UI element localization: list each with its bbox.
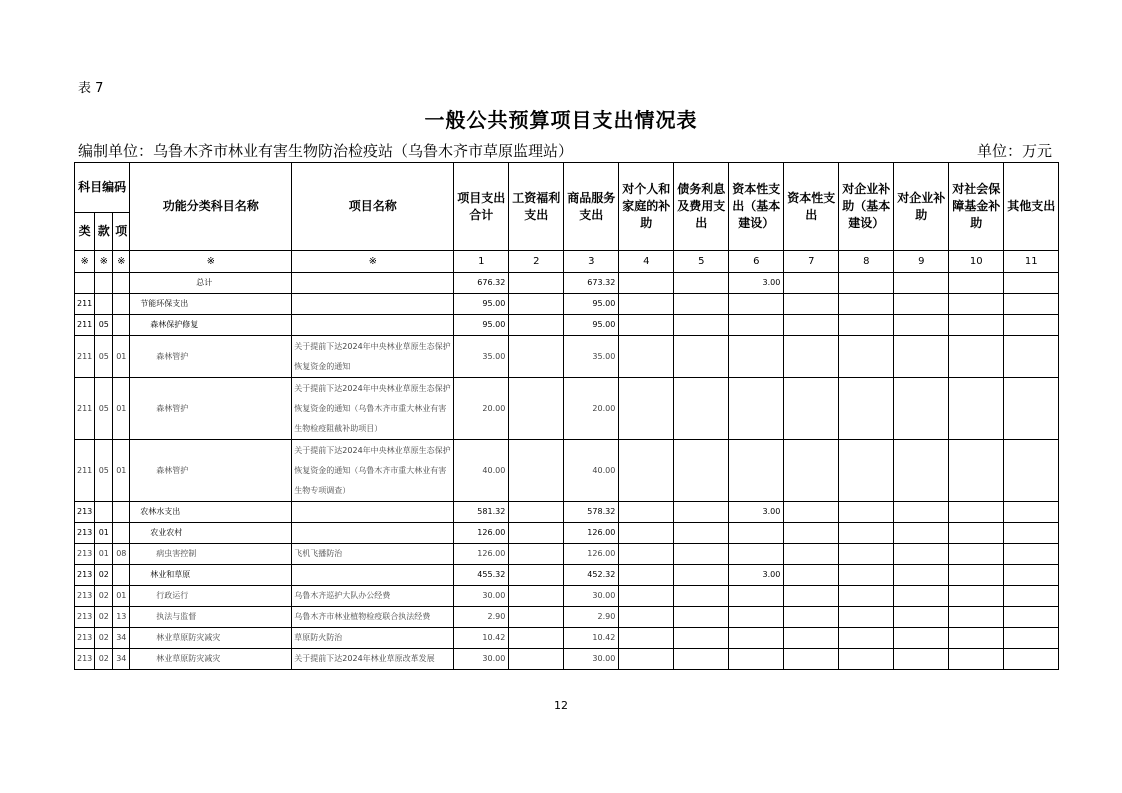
cell-other bbox=[1004, 523, 1059, 544]
index-mark: ※ bbox=[292, 251, 454, 273]
cell-ent_basic bbox=[839, 378, 894, 440]
cell-wage bbox=[509, 544, 564, 565]
cell-project-name bbox=[292, 315, 454, 336]
cell-debt bbox=[674, 586, 729, 607]
cell-capital_basic bbox=[729, 649, 784, 670]
table-row bbox=[75, 628, 1059, 649]
cell-goods: 10.42 bbox=[564, 628, 619, 649]
cell-personal bbox=[619, 523, 674, 544]
cell-wage bbox=[509, 294, 564, 315]
cell-func-name: 森林管护 bbox=[130, 440, 292, 502]
cell-capital_basic: 3.00 bbox=[729, 273, 784, 294]
cell-personal bbox=[619, 607, 674, 628]
cell-project-name bbox=[292, 273, 454, 294]
cell-ent_basic bbox=[839, 502, 894, 523]
cell-lei: 211 bbox=[75, 378, 95, 440]
cell-func-name: 节能环保支出 bbox=[130, 294, 292, 315]
cell-xiang: 01 bbox=[113, 440, 130, 502]
cell-personal bbox=[619, 586, 674, 607]
cell-kuan: 01 bbox=[95, 523, 113, 544]
header-c4: 对个人和家庭的补助 bbox=[619, 163, 674, 251]
cell-xiang bbox=[113, 294, 130, 315]
cell-social bbox=[949, 523, 1004, 544]
cell-kuan: 02 bbox=[95, 628, 113, 649]
index-num: 4 bbox=[619, 251, 674, 273]
cell-goods: 95.00 bbox=[564, 294, 619, 315]
cell-xiang bbox=[113, 502, 130, 523]
table-row bbox=[75, 649, 1059, 670]
cell-debt bbox=[674, 273, 729, 294]
cell-project-name: 飞机飞播防治 bbox=[292, 544, 454, 565]
cell-other bbox=[1004, 565, 1059, 586]
cell-kuan: 02 bbox=[95, 649, 113, 670]
cell-project-name bbox=[292, 523, 454, 544]
cell-func-name: 林业草原防灾减灾 bbox=[130, 649, 292, 670]
header-lei: 类 bbox=[75, 213, 95, 251]
cell-project-name bbox=[292, 565, 454, 586]
table-header bbox=[75, 163, 1059, 273]
index-mark: ※ bbox=[113, 251, 130, 273]
cell-func-name: 病虫害控制 bbox=[130, 544, 292, 565]
cell-ent bbox=[894, 273, 949, 294]
index-num: 2 bbox=[509, 251, 564, 273]
cell-other bbox=[1004, 628, 1059, 649]
cell-project-name: 关于提前下达2024年中央林业草原生态保护恢复资金的通知（乌鲁木齐市重大林业有害生物检疫阻截补助项目） bbox=[292, 378, 454, 440]
cell-xiang: 34 bbox=[113, 649, 130, 670]
cell-capital_basic bbox=[729, 440, 784, 502]
cell-capital_basic bbox=[729, 294, 784, 315]
cell-total: 95.00 bbox=[454, 294, 509, 315]
cell-project-name: 关于提前下达2024年中央林业草原生态保护恢复资金的通知 bbox=[292, 336, 454, 378]
cell-wage bbox=[509, 628, 564, 649]
cell-capital bbox=[784, 315, 839, 336]
cell-lei: 211 bbox=[75, 315, 95, 336]
cell-ent bbox=[894, 607, 949, 628]
compiling-unit: 编制单位：乌鲁木齐市林业有害生物防治检疫站（乌鲁木齐市草原监理站） bbox=[78, 142, 574, 160]
cell-other bbox=[1004, 294, 1059, 315]
table-row bbox=[75, 440, 1059, 502]
cell-social bbox=[949, 336, 1004, 378]
cell-capital_basic bbox=[729, 523, 784, 544]
index-num: 1 bbox=[454, 251, 509, 273]
cell-xiang: 13 bbox=[113, 607, 130, 628]
index-row bbox=[75, 251, 1059, 273]
cell-capital_basic: 3.00 bbox=[729, 502, 784, 523]
cell-total: 126.00 bbox=[454, 544, 509, 565]
cell-wage bbox=[509, 586, 564, 607]
cell-project-name: 乌鲁木齐巡护大队办公经费 bbox=[292, 586, 454, 607]
cell-personal bbox=[619, 628, 674, 649]
cell-total: 581.32 bbox=[454, 502, 509, 523]
currency-unit: 单位：万元 bbox=[976, 142, 1052, 160]
cell-capital_basic bbox=[729, 378, 784, 440]
table-body bbox=[75, 273, 1059, 670]
cell-ent_basic bbox=[839, 273, 894, 294]
cell-project-name: 关于提前下达2024年林业草原改革发展 bbox=[292, 649, 454, 670]
table-row bbox=[75, 378, 1059, 440]
cell-lei: 211 bbox=[75, 440, 95, 502]
cell-total: 2.90 bbox=[454, 607, 509, 628]
cell-kuan: 01 bbox=[95, 544, 113, 565]
cell-kuan: 05 bbox=[95, 315, 113, 336]
cell-debt bbox=[674, 502, 729, 523]
table-row bbox=[75, 273, 1059, 294]
header-c2: 工资福利支出 bbox=[509, 163, 564, 251]
cell-ent bbox=[894, 628, 949, 649]
index-num: 6 bbox=[729, 251, 784, 273]
cell-ent_basic bbox=[839, 649, 894, 670]
cell-wage bbox=[509, 336, 564, 378]
cell-xiang bbox=[113, 315, 130, 336]
cell-kuan bbox=[95, 502, 113, 523]
cell-social bbox=[949, 315, 1004, 336]
cell-personal bbox=[619, 294, 674, 315]
cell-wage bbox=[509, 523, 564, 544]
cell-personal bbox=[619, 378, 674, 440]
cell-kuan: 02 bbox=[95, 565, 113, 586]
header-c11: 其他支出 bbox=[1004, 163, 1059, 251]
cell-debt bbox=[674, 336, 729, 378]
header-subject-code: 科目编码 bbox=[75, 163, 130, 213]
cell-ent_basic bbox=[839, 294, 894, 315]
cell-social bbox=[949, 607, 1004, 628]
cell-debt bbox=[674, 544, 729, 565]
cell-personal bbox=[619, 336, 674, 378]
cell-capital bbox=[784, 607, 839, 628]
cell-capital bbox=[784, 440, 839, 502]
cell-other bbox=[1004, 336, 1059, 378]
cell-social bbox=[949, 628, 1004, 649]
cell-social bbox=[949, 586, 1004, 607]
cell-ent_basic bbox=[839, 565, 894, 586]
cell-ent_basic bbox=[839, 523, 894, 544]
cell-goods: 95.00 bbox=[564, 315, 619, 336]
cell-func-name: 森林管护 bbox=[130, 378, 292, 440]
cell-total: 30.00 bbox=[454, 586, 509, 607]
cell-debt bbox=[674, 523, 729, 544]
cell-ent bbox=[894, 649, 949, 670]
cell-ent bbox=[894, 586, 949, 607]
cell-xiang: 01 bbox=[113, 378, 130, 440]
cell-ent_basic bbox=[839, 544, 894, 565]
cell-ent_basic bbox=[839, 336, 894, 378]
cell-wage bbox=[509, 649, 564, 670]
cell-other bbox=[1004, 378, 1059, 440]
cell-lei: 213 bbox=[75, 502, 95, 523]
cell-capital bbox=[784, 649, 839, 670]
cell-debt bbox=[674, 607, 729, 628]
index-num: 7 bbox=[784, 251, 839, 273]
cell-social bbox=[949, 378, 1004, 440]
cell-debt bbox=[674, 378, 729, 440]
cell-goods: 2.90 bbox=[564, 607, 619, 628]
cell-lei: 213 bbox=[75, 523, 95, 544]
cell-kuan bbox=[95, 294, 113, 315]
table-row bbox=[75, 294, 1059, 315]
cell-ent bbox=[894, 440, 949, 502]
cell-kuan: 05 bbox=[95, 378, 113, 440]
cell-func-name: 林业和草原 bbox=[130, 565, 292, 586]
cell-func-name: 森林管护 bbox=[130, 336, 292, 378]
cell-capital bbox=[784, 628, 839, 649]
cell-kuan: 05 bbox=[95, 336, 113, 378]
table-row bbox=[75, 502, 1059, 523]
cell-project-name bbox=[292, 502, 454, 523]
cell-total: 35.00 bbox=[454, 336, 509, 378]
header-xiang: 项 bbox=[113, 213, 130, 251]
cell-ent bbox=[894, 565, 949, 586]
cell-lei: 213 bbox=[75, 586, 95, 607]
cell-capital_basic bbox=[729, 586, 784, 607]
cell-goods: 578.32 bbox=[564, 502, 619, 523]
cell-ent_basic bbox=[839, 440, 894, 502]
cell-total: 40.00 bbox=[454, 440, 509, 502]
cell-project-name bbox=[292, 294, 454, 315]
cell-capital bbox=[784, 336, 839, 378]
cell-total: 676.32 bbox=[454, 273, 509, 294]
index-num: 3 bbox=[564, 251, 619, 273]
cell-project-name: 乌鲁木齐市林业植物检疫联合执法经费 bbox=[292, 607, 454, 628]
cell-ent_basic bbox=[839, 586, 894, 607]
cell-other bbox=[1004, 440, 1059, 502]
cell-personal bbox=[619, 440, 674, 502]
cell-func-name: 执法与监督 bbox=[130, 607, 292, 628]
cell-total: 30.00 bbox=[454, 649, 509, 670]
index-num: 11 bbox=[1004, 251, 1059, 273]
index-num: 5 bbox=[674, 251, 729, 273]
cell-other bbox=[1004, 273, 1059, 294]
cell-xiang: 01 bbox=[113, 336, 130, 378]
index-num: 9 bbox=[894, 251, 949, 273]
cell-other bbox=[1004, 649, 1059, 670]
cell-other bbox=[1004, 544, 1059, 565]
table-number: 表 7 bbox=[78, 81, 104, 96]
table-row bbox=[75, 565, 1059, 586]
table-row bbox=[75, 544, 1059, 565]
cell-social bbox=[949, 294, 1004, 315]
cell-capital bbox=[784, 378, 839, 440]
cell-ent_basic bbox=[839, 628, 894, 649]
cell-lei: 211 bbox=[75, 294, 95, 315]
header-c7: 资本性支出 bbox=[784, 163, 839, 251]
header-c3: 商品服务支出 bbox=[564, 163, 619, 251]
cell-capital bbox=[784, 586, 839, 607]
header-kuan: 款 bbox=[95, 213, 113, 251]
cell-goods: 452.32 bbox=[564, 565, 619, 586]
header-project-name: 项目名称 bbox=[292, 163, 454, 251]
cell-ent bbox=[894, 544, 949, 565]
cell-capital bbox=[784, 544, 839, 565]
cell-xiang bbox=[113, 273, 130, 294]
header-c10: 对社会保障基金补助 bbox=[949, 163, 1004, 251]
cell-goods: 20.00 bbox=[564, 378, 619, 440]
cell-ent bbox=[894, 378, 949, 440]
cell-func-name: 农业农村 bbox=[130, 523, 292, 544]
cell-personal bbox=[619, 315, 674, 336]
index-mark: ※ bbox=[95, 251, 113, 273]
index-num: 10 bbox=[949, 251, 1004, 273]
cell-func-name: 林业草原防灾减灾 bbox=[130, 628, 292, 649]
cell-func-name: 农林水支出 bbox=[130, 502, 292, 523]
cell-func-name: 总计 bbox=[130, 273, 292, 294]
header-func-name: 功能分类科目名称 bbox=[130, 163, 292, 251]
cell-ent bbox=[894, 502, 949, 523]
cell-goods: 126.00 bbox=[564, 523, 619, 544]
cell-capital bbox=[784, 273, 839, 294]
cell-capital_basic bbox=[729, 544, 784, 565]
header-c6: 资本性支出（基本建设） bbox=[729, 163, 784, 251]
cell-social bbox=[949, 273, 1004, 294]
cell-debt bbox=[674, 440, 729, 502]
table-row bbox=[75, 607, 1059, 628]
cell-ent bbox=[894, 523, 949, 544]
cell-lei: 213 bbox=[75, 628, 95, 649]
cell-lei bbox=[75, 273, 95, 294]
cell-lei: 213 bbox=[75, 544, 95, 565]
cell-total: 20.00 bbox=[454, 378, 509, 440]
index-mark: ※ bbox=[130, 251, 292, 273]
cell-debt bbox=[674, 649, 729, 670]
table-row bbox=[75, 586, 1059, 607]
cell-lei: 213 bbox=[75, 565, 95, 586]
cell-social bbox=[949, 544, 1004, 565]
cell-debt bbox=[674, 565, 729, 586]
cell-kuan bbox=[95, 273, 113, 294]
cell-personal bbox=[619, 502, 674, 523]
cell-other bbox=[1004, 502, 1059, 523]
cell-kuan: 05 bbox=[95, 440, 113, 502]
table-row bbox=[75, 523, 1059, 544]
cell-wage bbox=[509, 502, 564, 523]
cell-capital bbox=[784, 523, 839, 544]
header-c9: 对企业补助 bbox=[894, 163, 949, 251]
cell-total: 126.00 bbox=[454, 523, 509, 544]
header-c1: 项目支出合计 bbox=[454, 163, 509, 251]
cell-lei: 213 bbox=[75, 649, 95, 670]
cell-goods: 30.00 bbox=[564, 649, 619, 670]
cell-debt bbox=[674, 315, 729, 336]
cell-goods: 40.00 bbox=[564, 440, 619, 502]
cell-ent_basic bbox=[839, 315, 894, 336]
cell-capital bbox=[784, 294, 839, 315]
cell-social bbox=[949, 649, 1004, 670]
cell-total: 95.00 bbox=[454, 315, 509, 336]
cell-capital_basic bbox=[729, 315, 784, 336]
cell-social bbox=[949, 565, 1004, 586]
index-mark: ※ bbox=[75, 251, 95, 273]
budget-table bbox=[74, 162, 1059, 670]
cell-xiang: 08 bbox=[113, 544, 130, 565]
cell-xiang: 34 bbox=[113, 628, 130, 649]
cell-xiang bbox=[113, 565, 130, 586]
cell-goods: 35.00 bbox=[564, 336, 619, 378]
cell-capital bbox=[784, 502, 839, 523]
cell-wage bbox=[509, 440, 564, 502]
cell-capital_basic bbox=[729, 336, 784, 378]
cell-wage bbox=[509, 315, 564, 336]
cell-wage bbox=[509, 273, 564, 294]
cell-project-name: 草原防火防治 bbox=[292, 628, 454, 649]
cell-wage bbox=[509, 378, 564, 440]
cell-project-name: 关于提前下达2024年中央林业草原生态保护恢复资金的通知（乌鲁木齐市重大林业有害生物专项调查） bbox=[292, 440, 454, 502]
cell-lei: 211 bbox=[75, 336, 95, 378]
header-c5: 债务利息及费用支出 bbox=[674, 163, 729, 251]
cell-func-name: 森林保护修复 bbox=[130, 315, 292, 336]
cell-kuan: 02 bbox=[95, 607, 113, 628]
cell-xiang: 01 bbox=[113, 586, 130, 607]
table-row bbox=[75, 336, 1059, 378]
cell-kuan: 02 bbox=[95, 586, 113, 607]
cell-personal bbox=[619, 565, 674, 586]
cell-capital bbox=[784, 565, 839, 586]
cell-lei: 213 bbox=[75, 607, 95, 628]
header-c8: 对企业补助（基本建设） bbox=[839, 163, 894, 251]
cell-ent bbox=[894, 315, 949, 336]
cell-other bbox=[1004, 315, 1059, 336]
cell-goods: 673.32 bbox=[564, 273, 619, 294]
cell-ent bbox=[894, 336, 949, 378]
cell-personal bbox=[619, 544, 674, 565]
page-title: 一般公共预算项目支出情况表 bbox=[424, 108, 698, 132]
cell-personal bbox=[619, 273, 674, 294]
cell-func-name: 行政运行 bbox=[130, 586, 292, 607]
cell-wage bbox=[509, 565, 564, 586]
cell-capital_basic: 3.00 bbox=[729, 565, 784, 586]
cell-other bbox=[1004, 586, 1059, 607]
index-num: 8 bbox=[839, 251, 894, 273]
cell-ent_basic bbox=[839, 607, 894, 628]
table-row bbox=[75, 315, 1059, 336]
cell-goods: 30.00 bbox=[564, 586, 619, 607]
cell-total: 455.32 bbox=[454, 565, 509, 586]
cell-debt bbox=[674, 294, 729, 315]
cell-wage bbox=[509, 607, 564, 628]
cell-other bbox=[1004, 607, 1059, 628]
cell-xiang bbox=[113, 523, 130, 544]
cell-goods: 126.00 bbox=[564, 544, 619, 565]
cell-personal bbox=[619, 649, 674, 670]
cell-ent bbox=[894, 294, 949, 315]
cell-social bbox=[949, 502, 1004, 523]
cell-capital_basic bbox=[729, 607, 784, 628]
cell-debt bbox=[674, 628, 729, 649]
cell-capital_basic bbox=[729, 628, 784, 649]
cell-social bbox=[949, 440, 1004, 502]
page-number: 12 bbox=[554, 699, 568, 712]
cell-total: 10.42 bbox=[454, 628, 509, 649]
